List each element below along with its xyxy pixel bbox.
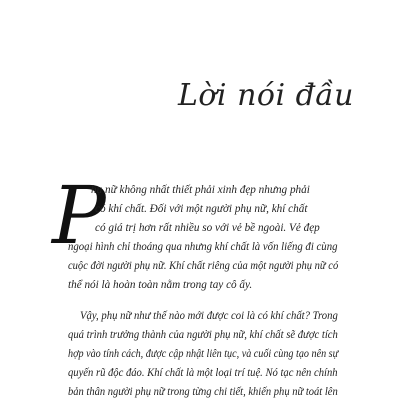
text-line: có khí chất. Đối với một người phụ nữ, khí chất <box>95 203 308 215</box>
page-title: Lời nói đầu <box>177 78 354 113</box>
text-line: thể nói là hoàn toàn nằm trong tay cô ấy. <box>68 279 253 291</box>
text-line: Vậy, phụ nữ như thế nào mới được coi là có khí chất? Trong <box>80 310 338 322</box>
drop-cap: P <box>52 169 106 262</box>
text-line: hụ nữ không nhất thiết phải xinh đẹp nhưng phải <box>91 184 310 196</box>
text-line: quá trình trưởng thành của người phụ nữ, khí chất sẽ được tích <box>68 329 338 341</box>
text-line: ngoại hình chỉ thoáng qua nhưng khí chất là vốn liếng đi cùng <box>68 241 338 253</box>
text-line: bản thân người phụ nữ trong từng chi tiết, khiến phụ nữ toát lên <box>68 386 338 398</box>
text-line: hợp vào tính cách, được cập nhật liên tục, và cuối cùng tạo nên sự <box>68 348 339 360</box>
text-line: cuộc đời người phụ nữ. Khí chất riêng của một người phụ nữ có <box>68 260 339 272</box>
text-line: quyến rũ độc đáo. Khí chất là một loại trí tuệ. Nó tạc nên chính <box>68 367 338 379</box>
text-line: có giá trị hơn rất nhiều so với vẻ bề ngoài. Vẻ đẹp <box>95 222 320 234</box>
